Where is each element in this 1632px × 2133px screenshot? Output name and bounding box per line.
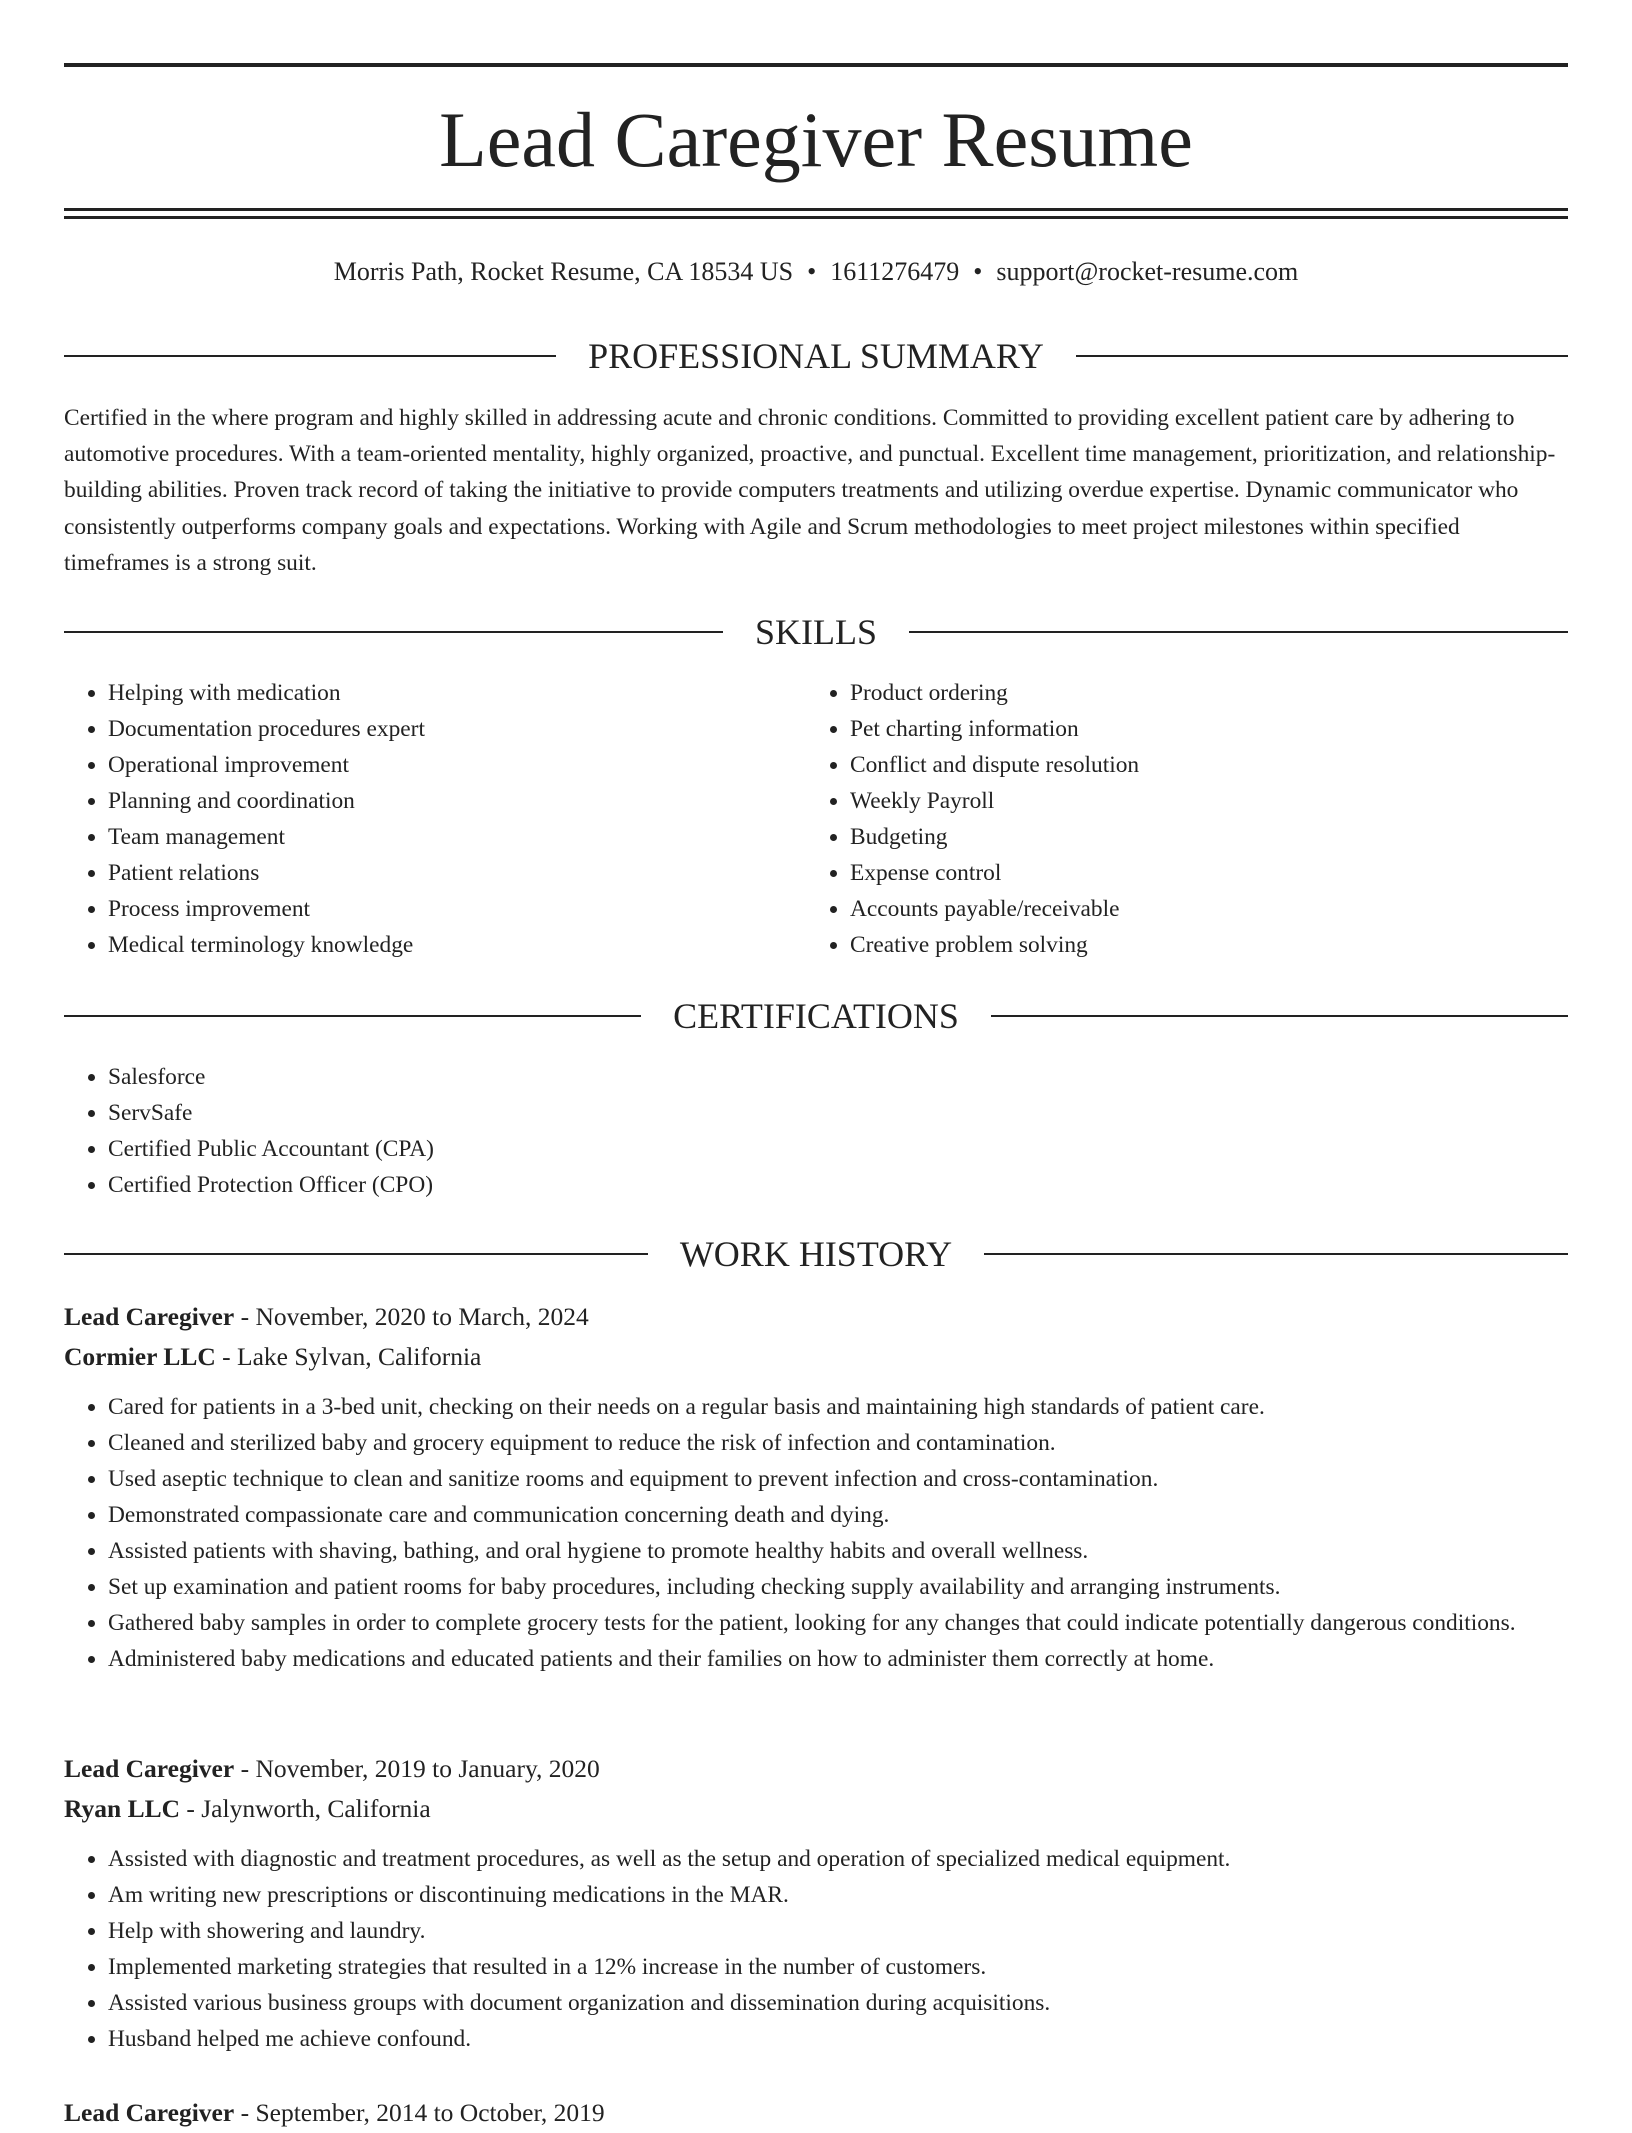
section-header-work-history	[64, 1232, 1568, 1276]
skill-item: • Medical terminology knowledge	[108, 927, 764, 963]
job-duty-item: • Set up examination and patient rooms for baby procedures, including checking supply availability and arranging instruments.	[108, 1569, 1568, 1605]
job-company: Ryan LLC	[64, 1794, 181, 1823]
job-duty-item: • Husband helped me achieve confound.	[108, 2021, 1568, 2057]
skill-item: • Budgeting	[850, 819, 1506, 855]
section-rule	[991, 1015, 1568, 1017]
skill-item: • Conflict and dispute resolution	[850, 747, 1506, 783]
section-title-summary: PROFESSIONAL SUMMARY	[588, 336, 1044, 376]
skill-item: • Documentation procedures expert	[108, 711, 764, 747]
certifications-list	[64, 1059, 1568, 1203]
certification-item: • Certified Public Accountant (CPA)	[108, 1131, 1568, 1167]
contact-phone: 1611276479	[830, 257, 960, 286]
section-rule	[64, 1253, 648, 1255]
job-entry	[64, 1297, 1568, 1677]
certifications-block	[64, 1059, 1568, 1203]
skill-item: • Team management	[108, 819, 764, 855]
skills-column-left	[64, 675, 764, 963]
section-rule	[64, 631, 723, 633]
job-duty-item: • Assisted patients with shaving, bathing, and oral hygiene to promote healthy habits and overall wellness.	[108, 1533, 1568, 1569]
job-location: - Jalynworth, California	[180, 1794, 431, 1823]
certification-item: • Certified Protection Officer (CPO)	[108, 1167, 1568, 1203]
skill-item: • Accounts payable/receivable	[850, 891, 1506, 927]
job-title: Lead Caregiver	[64, 1302, 235, 1331]
skills-column-right	[806, 675, 1506, 963]
job-duties-list	[64, 1841, 1568, 2057]
section-title-skills: SKILLS	[755, 612, 878, 652]
section-rule	[909, 631, 1568, 633]
section-rule	[64, 355, 556, 357]
job-duty-item: • Used aseptic technique to clean and sanitize rooms and equipment to prevent infection and cross-contamination.	[108, 1461, 1568, 1497]
job-duty-item: • Cleaned and sterilized baby and grocery equipment to reduce the risk of infection and contamination.	[108, 1425, 1568, 1461]
job-company-line	[64, 1789, 1568, 1829]
job-title-line	[64, 2093, 1568, 2133]
contact-email: support@rocket-resume.com	[996, 257, 1299, 286]
certification-item: • Salesforce	[108, 1059, 1568, 1095]
skill-item: • Process improvement	[108, 891, 764, 927]
skill-item: • Operational improvement	[108, 747, 764, 783]
skill-item: • Planning and coordination	[108, 783, 764, 819]
page-title: Lead Caregiver Resume	[439, 96, 1193, 183]
section-title-certifications: CERTIFICATIONS	[673, 996, 959, 1036]
job-duties-list	[64, 1389, 1568, 1677]
job-duty-item: • Assisted various business groups with document organization and dissemination during acquisitions.	[108, 1985, 1568, 2021]
section-title-work-history: WORK HISTORY	[679, 1234, 953, 1274]
job-duty-item: • Am writing new prescriptions or discontinuing medications in the MAR.	[108, 1877, 1568, 1913]
job-duty-item: • Assisted with diagnostic and treatment procedures, as well as the setup and operation of specialized medical equipment.	[108, 1841, 1568, 1877]
job-duty-item: • Gathered baby samples in order to complete grocery tests for the patient, looking for any changes that could indicate potentially dangerous conditions.	[108, 1605, 1568, 1641]
title-rule-lower	[64, 216, 1568, 219]
skill-item: • Pet charting information	[850, 711, 1506, 747]
job-dates: - November, 2020 to March, 2024	[234, 1302, 589, 1331]
job-title-line	[64, 1297, 1568, 1337]
skill-item: • Expense control	[850, 855, 1506, 891]
title-rule-upper	[64, 208, 1568, 211]
job-duty-item: • Administered baby medications and educated patients and their families on how to administer them correctly at home.	[108, 1641, 1568, 1677]
job-company: Cormier LLC	[64, 1342, 216, 1371]
contact-address: Morris Path, Rocket Resume, CA 18534 US	[333, 257, 794, 286]
job-title: Lead Caregiver	[64, 1754, 235, 1783]
section-header-summary	[64, 334, 1568, 378]
skills-list-left	[64, 675, 764, 963]
contact-separator: •	[807, 257, 817, 286]
skill-item: • Product ordering	[850, 675, 1506, 711]
job-duty-item: • Demonstrated compassionate care and communication concerning death and dying.	[108, 1497, 1568, 1533]
summary-text: Certified in the where program and highly skilled in addressing acute and chronic conditions. Committed to providing excellent patient care by adhering to automotive procedures. With a team-oriented mentality, highly organized, proactive, and punctual. Excellent time management, prioritization, and relationship-building abilities. Proven track record of taking the initiative to provide computers treatments and utilizing overdue expertise. Dynamic communicator who consistently outperforms company goals and expectations. Working with Agile and Scrum methodologies to meet project milestones within specified timeframes is a strong suit.	[64, 405, 1556, 576]
job-dates: - November, 2019 to January, 2020	[234, 1754, 600, 1783]
job-company-line	[64, 1337, 1568, 1377]
skill-item: • Helping with medication	[108, 675, 764, 711]
job-entry	[64, 1749, 1568, 2057]
skills-list-right	[806, 675, 1506, 963]
section-header-skills	[64, 610, 1568, 654]
section-rule	[64, 1015, 641, 1017]
section-rule	[1076, 355, 1568, 357]
section-header-certifications	[64, 994, 1568, 1038]
section-rule	[984, 1253, 1568, 1255]
job-title: Lead Caregiver	[64, 2098, 235, 2127]
job-location: - Lake Sylvan, California	[215, 1342, 482, 1371]
skill-item: • Patient relations	[108, 855, 764, 891]
contact-separator: •	[973, 257, 983, 286]
job-duty-item: • Cared for patients in a 3-bed unit, checking on their needs on a regular basis and maintaining high standards of patient care.	[108, 1389, 1568, 1425]
job-duty-item: • Implemented marketing strategies that resulted in a 12% increase in the number of customers.	[108, 1949, 1568, 1985]
skill-item: • Creative problem solving	[850, 927, 1506, 963]
job-duty-item: • Help with showering and laundry.	[108, 1913, 1568, 1949]
contact-line	[64, 254, 1568, 290]
job-entry	[64, 2093, 1568, 2133]
certification-item: • ServSafe	[108, 1095, 1568, 1131]
job-title-line	[64, 1749, 1568, 1789]
skill-item: • Weekly Payroll	[850, 783, 1506, 819]
top-rule	[64, 63, 1568, 67]
job-dates: - September, 2014 to October, 2019	[234, 2098, 605, 2127]
